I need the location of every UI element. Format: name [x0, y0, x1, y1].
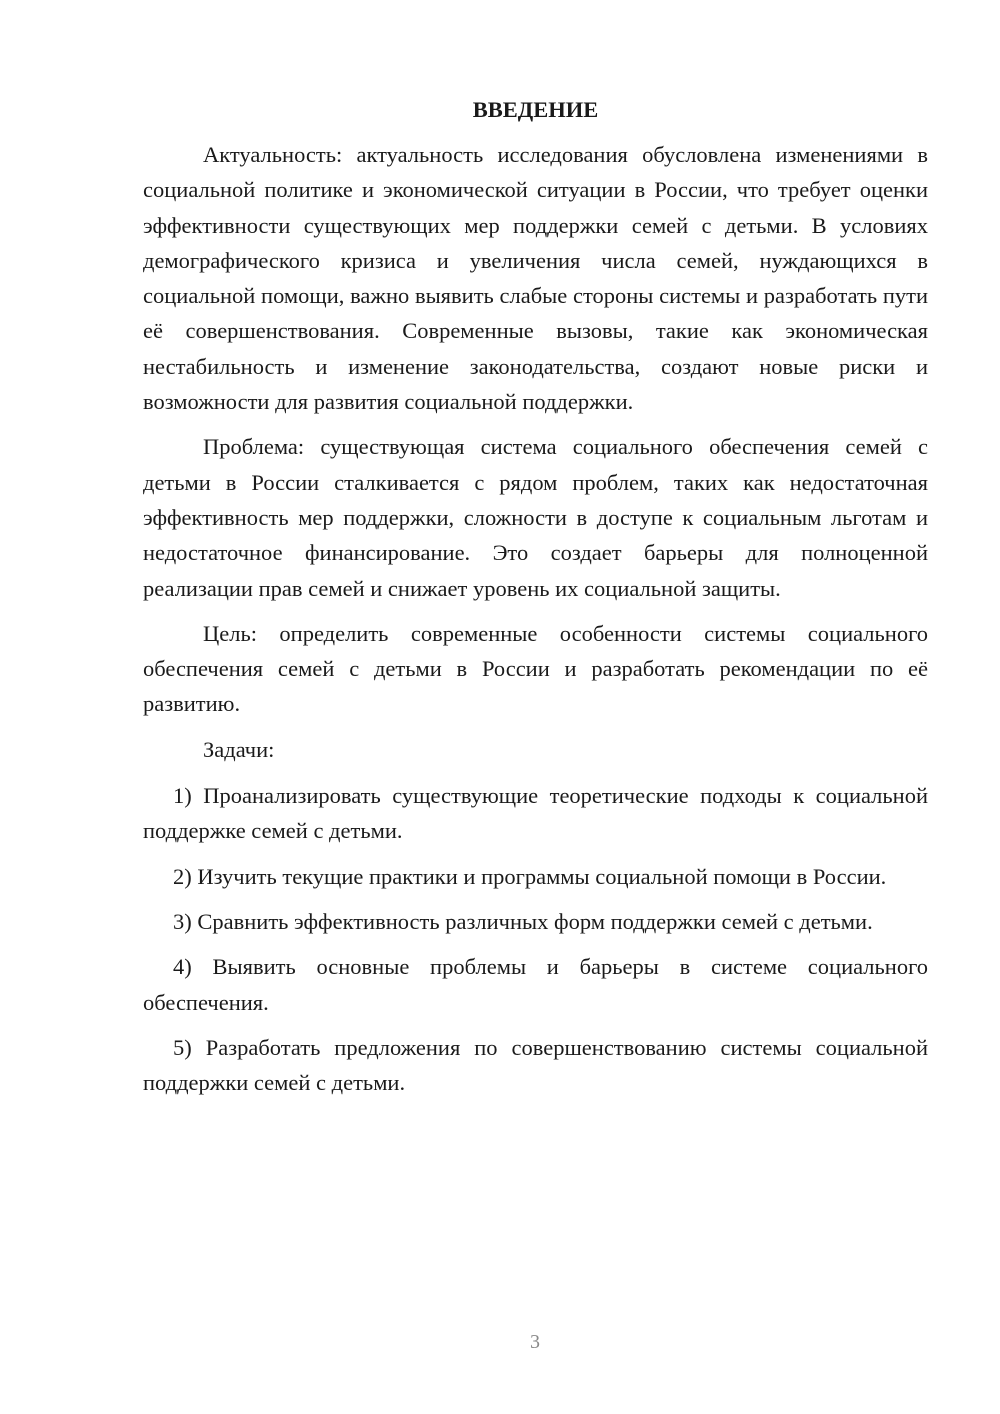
task-item: 2) Изучить текущие практики и программы социальной помощи в России. [173, 863, 887, 889]
tasks-heading: Задачи: [203, 736, 275, 762]
document-page [143, 95, 928, 1110]
relevance-paragraph: Актуальность: актуальность исследования обусловлена изменениями в социальной политике и экономической ситуации в России, что требует оценки эффективности существующих мер поддержки семей с детьми. В условиях демографического кризиса и увеличения числа семей, нуждающихся в социальной помощи, важно выявить слабые стороны системы и разработать пути её совершенствования. Современные вызовы, такие как экономическая нестабильность и изменение законодательства, создают новые риски и возможности для развития социальной поддержки. [143, 142, 928, 415]
goal-paragraph: Цель: определить современные особенности системы социального обеспечения семей с детьми в России и разработать рекомендации по её развитию. [143, 620, 928, 717]
page-title: ВВЕДЕНИЕ [472, 97, 599, 122]
page-number: 3 [530, 1331, 540, 1353]
task-item: 1) Проанализировать существующие теоретические подходы к социальной поддержке семей с детьми. [143, 783, 928, 844]
task-item: 3) Сравнить эффективность различных форм поддержки семей с детьми. [173, 908, 873, 934]
task-item: 5) Разработать предложения по совершенствованию системы социальной поддержки семей с детьми. [143, 1034, 928, 1096]
problem-paragraph: Проблема: существующая система социального обеспечения семей с детьми в России сталкивается с рядом проблем, таких как недостаточная эффективность мер поддержки, сложности в доступе к социальным льготам и недостаточное финансирование. Это создает барьеры для полноценной реализации прав семей и снижает уровень их социальной защиты. [143, 434, 928, 601]
task-item: 4) Выявить основные проблемы и барьеры в системе социального обеспечения. [143, 954, 928, 1015]
